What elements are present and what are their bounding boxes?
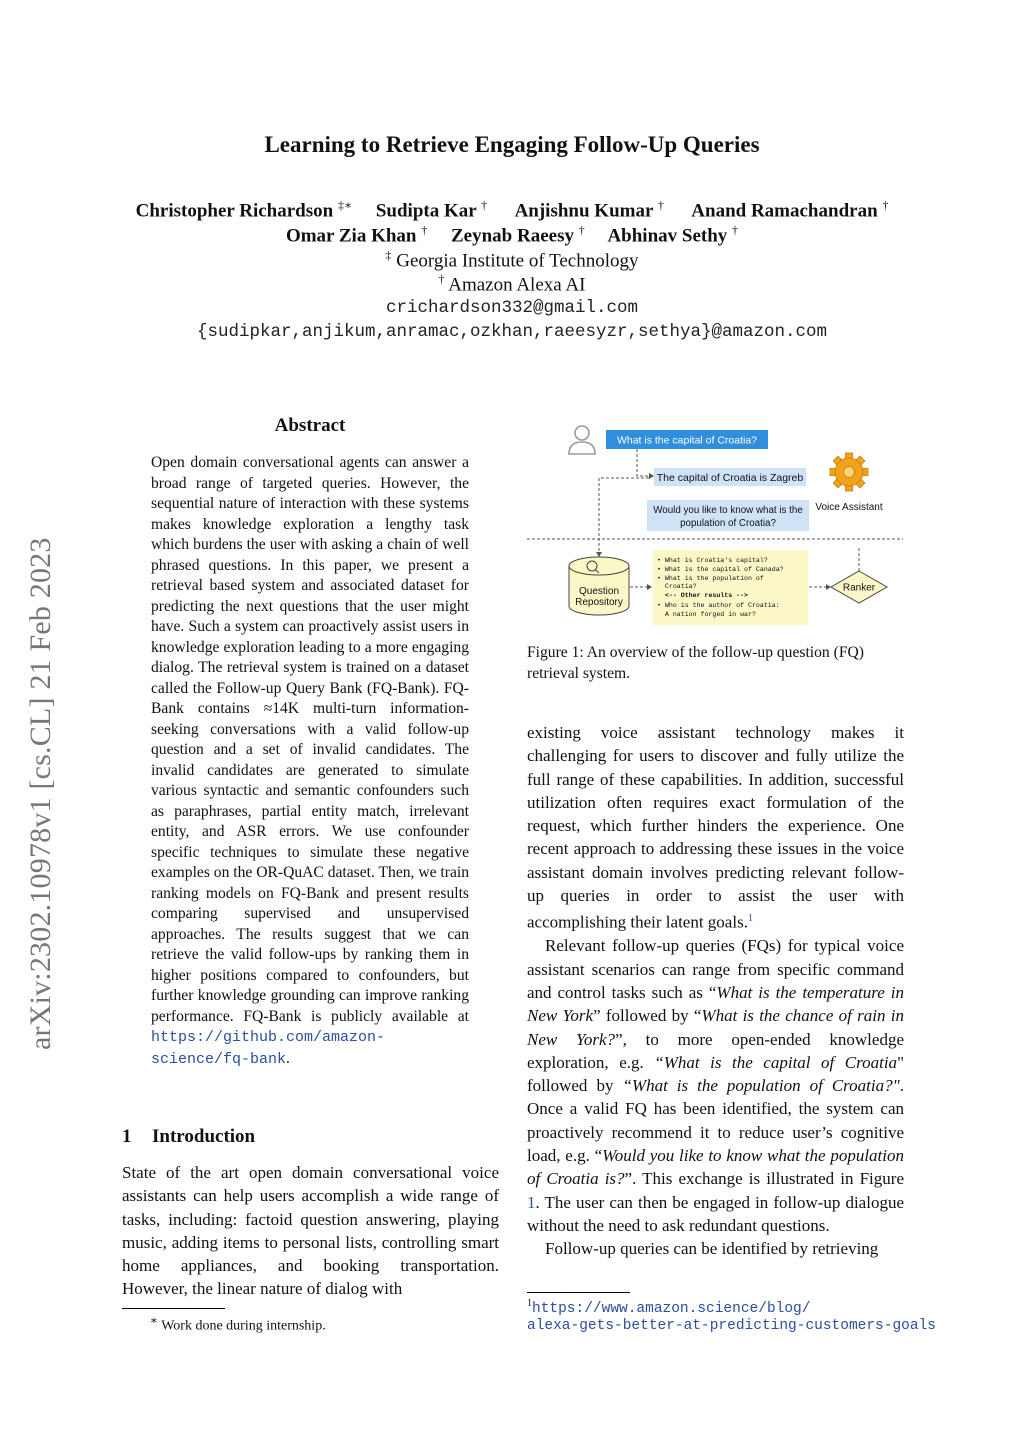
p2-text-c: ”, to more open-ended knowledge exploration, e.g. [527,1029,904,1072]
footnote-rule [527,1292,630,1293]
paragraph [527,1237,904,1260]
candidate-item: • What is Croatia's capital? [657,557,768,564]
p2-italic-2: What is the chance of rain in New York? [527,1006,904,1049]
authors-line-1 [0,198,1024,222]
author-mark: † [421,223,428,237]
figure-1 [525,420,905,635]
abstract-text: Open domain conversational agents can answer a broad range of targeted queries. However, the sequential nature of interaction with these systems makes knowledge exploration a lengthy task which burdens the user with asking a chain of well phrased questions. In this paper, we present a retrieval based system and associated dataset for predicting the next questions that the user might have. Such a system can proactively assist users in knowledge exploration leading to a more engaging dialog. The retrieval system is trained on a dataset called the Follow-up Query Bank (FQ-Bank). FQ-Bank contains ≈14K multi-turn information-seeking conversations with a valid follow-up question and a set of invalid candidates. The invalid candidates are generated to simulate various syntactic and semantic confounders such as paraphrases, partial entity match, irrelevant entity, and ASR errors. We use confounder specific techniques to simulate these negative examples on the OR-QuAC dataset. Then, we train ranking models on FQ-Bank and present results comparing supervised and unsupervised approaches. The results suggest that we can retrieve the valid follow-ups by ranking them in higher positions compared to confounders, but further knowledge grounding can improve ranking performance. FQ-Bank is publicly available at [151,454,470,1025]
author-mark: † [578,223,585,237]
email-line-2[interactable]: {sudipkar,anjikum,anramac,ozkhan,raeesyzr,sethya}@amazon.com [196,322,828,342]
user-icon [569,426,595,454]
answer-text: The capital of Croatia is Zagreb [656,472,804,484]
affiliation-gatech [0,248,1024,272]
candidate-item: Croatia? [657,583,697,590]
author-name: Zeynab Raeesy [451,225,574,247]
p2-text-d: " followed by [527,1052,905,1096]
repo-label-2: Repository [575,597,623,608]
author-mark: † [882,198,889,212]
p1-text: existing voice assistant technology makes it challenging for users to discover and fully utilize the full range of these capabilities. In addition, successful utilization often requires exact formulation of the request, which further hinders the experience. One recent approach to addressing these issues in the voice assistant domain involves predicting relevant follow-up queries in order to assist the user with accomplishing their latent goals. [527,723,904,933]
followup-text-2: population of Croatia? [680,518,776,529]
right-column-text [527,721,904,1260]
affil-mark: † [438,272,445,286]
author-name: Anand Ramachandran [691,200,878,222]
intro-text: State of the art open domain conversational voice assistants can help users accomplish a wide range of tasks, including: factoid question answering, playing music, adding items to personal lists, controlling smart home appliances, and booking transportation. However, the linear nature of dialog with [122,1163,499,1299]
affil-name: Georgia Institute of Technology [396,250,639,272]
affil-mark: ‡ [385,248,392,262]
author-mark: † [481,198,488,212]
footnote-rule [122,1308,225,1309]
p2-text-e: . Once a valid FQ has been identified, the system can proactively recommend it to reduce user’s cognitive load, e.g. “ [527,1076,904,1165]
repo-label-1: Question [578,586,620,597]
candidate-item: • What is the population of [657,575,764,582]
abstract-heading: Abstract [274,415,346,436]
user-query-text: What is the capital of Croatia? [616,434,758,447]
paper-title: Learning to Retrieve Engaging Follow-Up Queries [264,132,760,157]
email-line-1[interactable]: crichardson332@gmail.com [385,298,639,318]
blog-link-line-1[interactable]: https://www.amazon.science/blog/ [532,1300,811,1317]
paragraph [527,721,904,934]
author-name: Christopher Richardson [135,200,334,222]
figure-ref-link[interactable]: 1 [527,1192,536,1212]
abstract-end: . [286,1049,290,1067]
assistant-label: Voice Assistant [815,502,883,513]
p3-text: Follow-up queries can be identified by retrieving [545,1239,879,1259]
p2-italic-4: “What is the population of Croatia?" [622,1076,900,1096]
abstract-body [151,453,469,1070]
footnote-mark: ∗ [150,1314,158,1327]
affil-name: Amazon Alexa AI [448,274,586,296]
author-name: Anjishnu Kumar [514,200,654,222]
followup-text-1: Would you like to know what is the [653,505,803,516]
p2-text-a: Relevant follow-up queries (FQs) for typical voice assistant scenarios can range from specific command and control tasks such as “ [527,936,904,1002]
repo-link[interactable]: https://github.com/amazon-science/fq-bank [151,1029,386,1068]
author-name: Omar Zia Khan [285,225,417,247]
author-name: Abhinav Sethy [607,225,728,247]
candidate-item: • What is the capital of Canada? [657,566,784,573]
footnote-mark: 1 [527,1298,532,1309]
section-title: Introduction [152,1126,256,1147]
authors-line-2 [0,223,1024,247]
author-mark: † [732,223,739,237]
ranker-label: Ranker [842,582,876,594]
p2-italic-3: “What is the capital of Croatia [654,1052,898,1072]
p2-italic-1: What is the temperature in New York [527,982,904,1026]
p2-italic-5: Would you like to know what the population of Croatia is? [527,1146,905,1189]
figure-caption: Figure 1: An overview of the follow-up question (FQ) retrieval system. [527,644,864,682]
fq-retrieval-diagram [525,420,905,635]
section-number: 1 [122,1126,132,1147]
p2-text-f: ”. This exchange is illustrated in Figure [624,1169,904,1189]
arxiv-stamp: arXiv:2302.10978v1 [cs.CL] 21 Feb 2023 [24,537,57,1050]
paragraph [527,934,904,1237]
author-mark: ‡∗ [337,198,353,212]
blog-link-line-2[interactable]: alexa-gets-better-at-predicting-customers-goals [527,1317,936,1334]
author-name: Sudipta Kar [375,200,477,222]
p2-text-g: . The user can then be engaged in follow-up dialogue without the need to ask redundant questions. [527,1192,904,1235]
footnote-right [527,1295,936,1335]
p2-text-b: ” followed by “ [593,1006,702,1026]
voice-assistant-gear-icon [830,453,868,491]
candidate-item: • Who is the author of Croatia: [657,602,780,609]
candidate-item: A nation forged in war? [657,611,756,618]
footnote-text: Work done during internship. [161,1318,326,1334]
candidate-item: <-- Other results --> [657,592,749,599]
affiliation-amazon [0,272,1024,296]
footnote-ref[interactable]: 1 [747,913,753,925]
footnote-left [150,1313,326,1335]
section-heading [122,1126,255,1148]
author-mark: † [657,198,664,212]
